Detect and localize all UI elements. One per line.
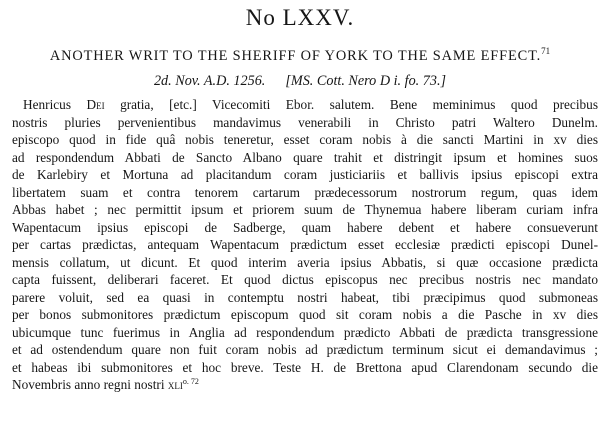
text-line: capta fuissent, deliberari faceret. Et quod dictus episcopus nec precibus nostris nec mandato (12, 272, 598, 287)
text-line: Wapentacum ipsius episcopi de Sadberge, quam habere debent et habere consueverunt (12, 219, 598, 235)
manuscript-source: [MS. Cott. Nero D i. fo. 73.] (285, 73, 447, 89)
heading-text: ANOTHER WRIT TO THE SHERIFF OF YORK TO THE SAME EFFECT. (49, 48, 542, 64)
text-line: ubicumque tunc fuerimus in Anglia ad respondendum prædicto Abbati de prædicta transgressione (12, 324, 598, 340)
date-line (0, 72, 600, 90)
document-heading (0, 47, 600, 65)
final-footnote-marker: o. 72 (182, 377, 199, 386)
text-line-final (12, 376, 598, 394)
document-date: 2d. Nov. A.D. 1256. (153, 73, 266, 89)
small-caps-word: Dei (86, 97, 105, 112)
text-line: nostris pluries pervenientibus mandavimus venerabili in Christo patri Waltero Dunelm. (12, 114, 598, 130)
text-line: Abbas habet ; nec permittit ipsum et priorem suum de Thynemua habere liberam curiam infra (12, 202, 598, 217)
text-line: de Karlebiry et Mortuna ad placitandum coram justiciariis et ballivis ipsius episcopi extra (12, 167, 598, 182)
text-line: Henricus Dei gratia, [etc.] Vicecomiti Ebor. salutem. Bene meminimus quod precibus (23, 97, 598, 112)
regnal-year: xli (167, 377, 183, 392)
document-number: No LXXV. (245, 5, 355, 30)
text-line: libertatem suam et contra tenorem cartarum prædecessorum nostrorum regum, quas idem (12, 184, 598, 200)
heading-footnote-marker: 71 (541, 46, 551, 56)
last-line-text: Novembris anno regni nostri xli (12, 377, 183, 392)
text-line: per bonos submonitores prædictum episcopum quod sit coram nobis a die Pasche in xv dies (12, 307, 598, 322)
text-line: per cartas prædictas, antequam Wapentacum prædictum esset ecclesiæ prædicti episcopi Dunel- (12, 237, 598, 252)
text-line: mensis collatum, ut dicunt. Et quod interim averia ipsius Abbatis, si quæ occasione prædicta (12, 254, 598, 270)
text-line: episcopo quod in fide quâ nobis teneretur, esset coram nobis à die sancti Martini in xv dies (12, 132, 598, 147)
text-line: et habeas ibi submonitores et hoc breve. Teste H. de Brettona apud Clarendonam secundo die (12, 359, 598, 375)
text-line: parere voluit, sed ea quasi in contemptu nostri habeat, tibi præcipimus quod submoneas (12, 289, 598, 305)
writ-text (12, 96, 598, 394)
text-line: et ad ostendendum quare non fuit coram nobis ad prædictum terminum sicut ei demandavimus ; (12, 342, 598, 357)
text-line: ad respondendum Abbati de Sancto Albano quare trahit et distringit ipsum et homines suos (12, 149, 598, 165)
